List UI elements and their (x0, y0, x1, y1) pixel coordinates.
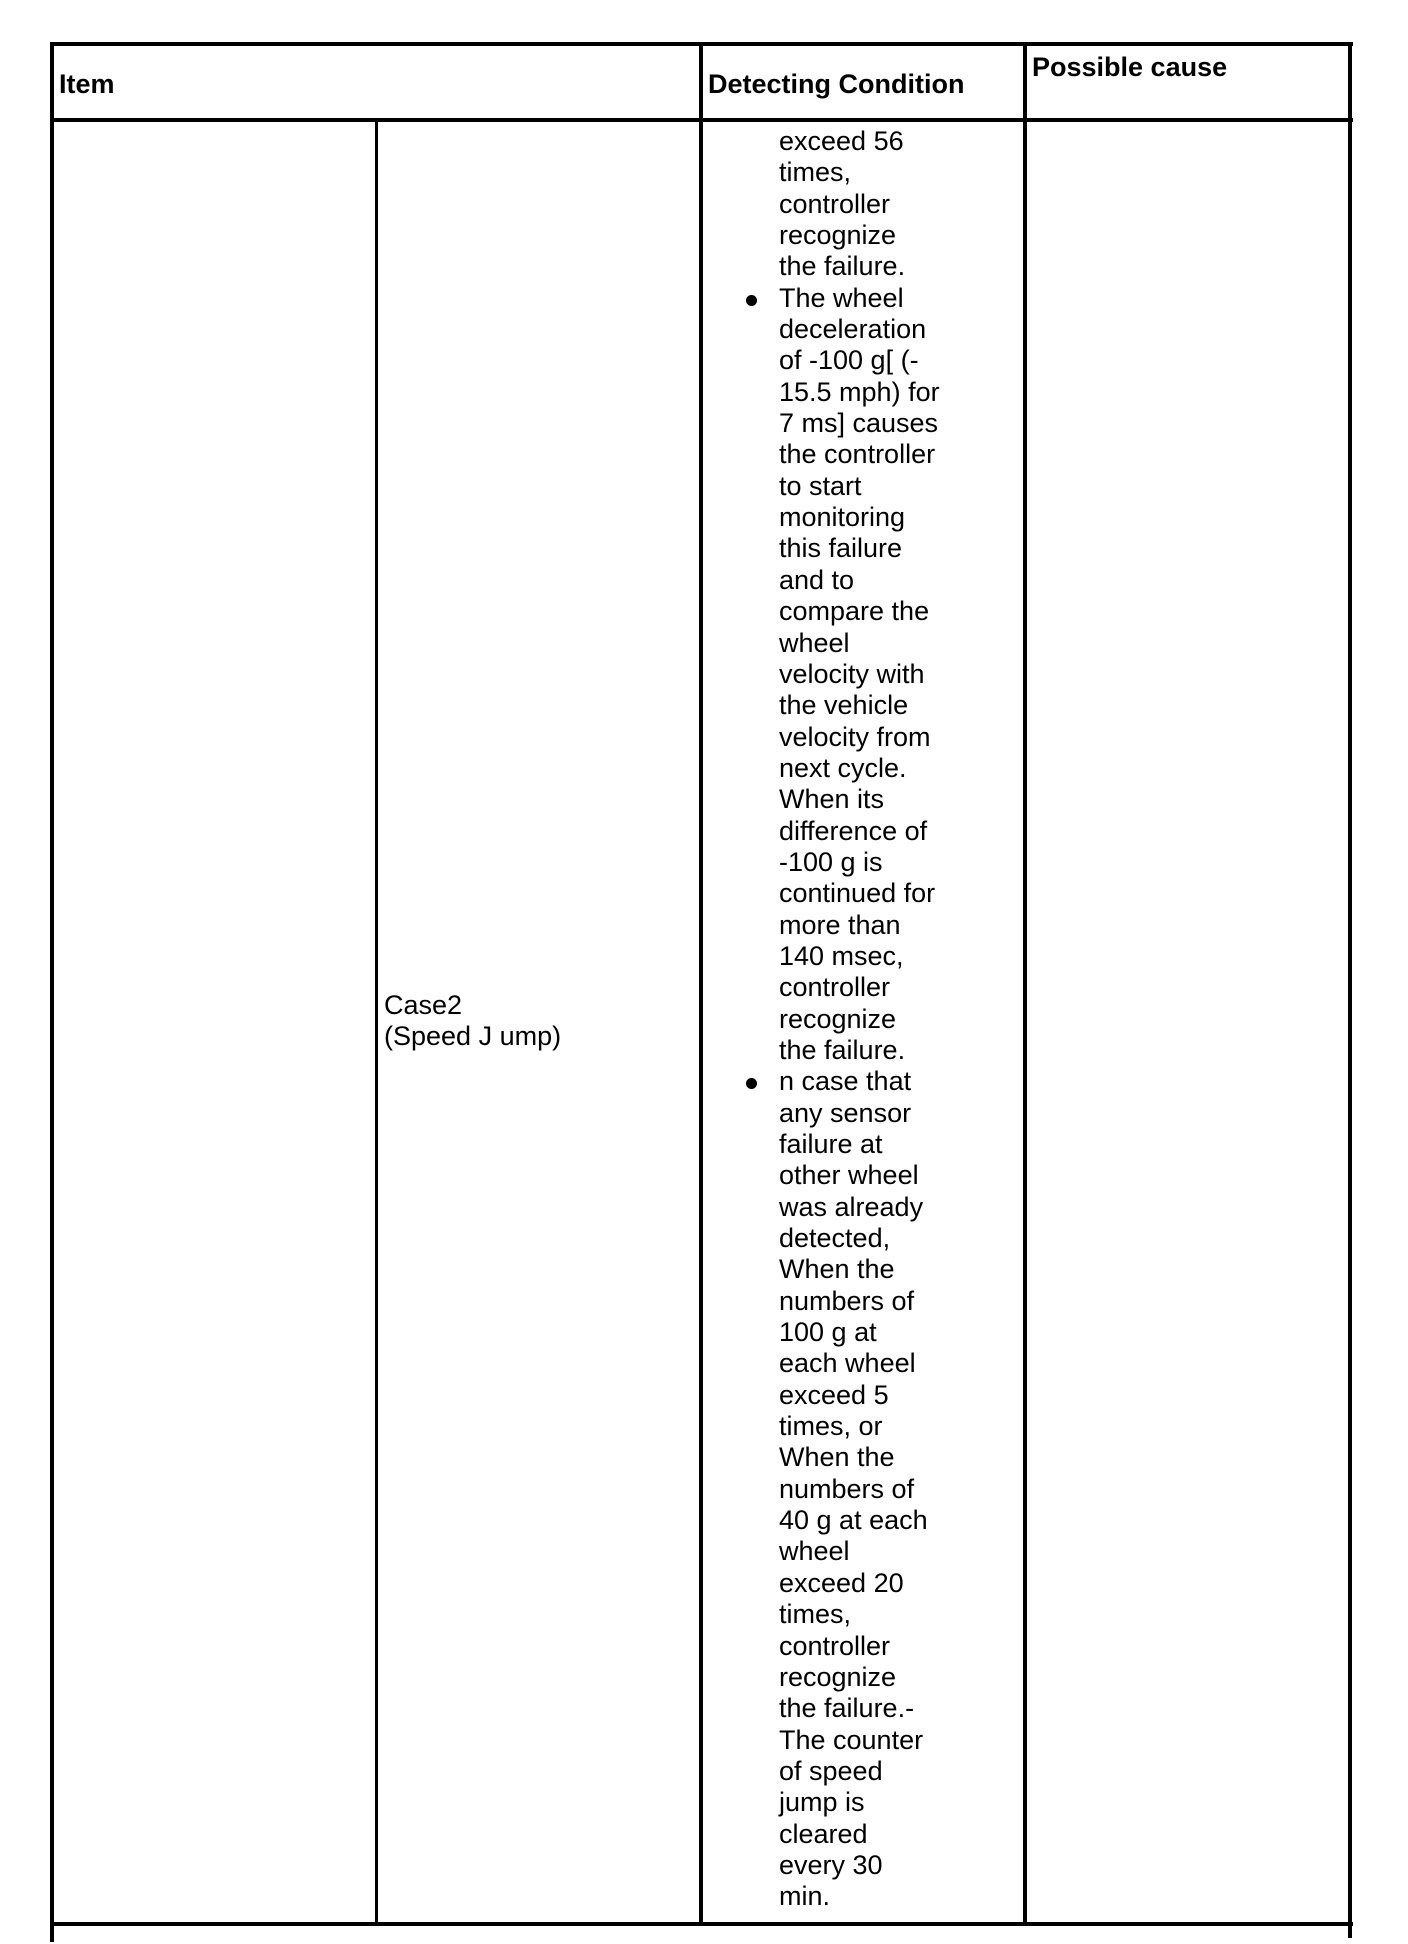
item-subcolumn-divider (375, 118, 378, 1926)
condition-line: velocity from (779, 721, 931, 752)
condition-line: recognize (779, 1661, 897, 1692)
condition-line: 15.5 mph) for (779, 376, 940, 407)
header-detecting-condition: Detecting Condition (708, 69, 965, 99)
condition-line: each wheel (779, 1348, 916, 1379)
item-detecting-divider (699, 42, 703, 1926)
header-possible-cause: Possible cause (1032, 52, 1228, 82)
condition-line: recognize (779, 1003, 897, 1034)
condition-line: this failure (779, 533, 903, 564)
condition-line: When its (779, 784, 885, 815)
item-sub-line: (Speed J ump) (384, 1021, 562, 1052)
condition-line: numbers of (779, 1285, 915, 1316)
condition-line: times, or (779, 1411, 883, 1442)
condition-line: times, (779, 1599, 852, 1630)
condition-line: cleared (779, 1818, 868, 1849)
detecting-condition-cell (779, 126, 940, 1913)
condition-line: the controller (779, 439, 936, 470)
condition-line: difference of (779, 815, 928, 846)
condition-line: When the (779, 1254, 895, 1285)
condition-line: controller (779, 188, 891, 219)
condition-line: 140 msec, (779, 940, 904, 971)
condition-line: jump is (779, 1787, 865, 1818)
condition-line: the failure.- (779, 1693, 915, 1724)
header-item: Item (59, 69, 115, 99)
condition-line: controller (779, 972, 891, 1003)
condition-line: was already (779, 1191, 924, 1222)
condition-line: wheel (779, 1536, 850, 1567)
condition-line: When the (779, 1442, 895, 1473)
bullet-icon (746, 295, 757, 306)
condition-line: any sensor (779, 1097, 912, 1128)
condition-line: times, (779, 157, 852, 188)
condition-line: min. (779, 1881, 831, 1912)
condition-line: to start (779, 470, 862, 501)
condition-line: exceed 56 (779, 126, 904, 156)
condition-line: deceleration (779, 314, 927, 345)
condition-line: n case that (779, 1066, 940, 1097)
condition-line: 100 g at (779, 1317, 877, 1348)
condition-line: 7 ms] causes (779, 408, 939, 439)
condition-line: other wheel (779, 1160, 919, 1191)
condition-line: monitoring (779, 502, 906, 533)
condition-line: the failure. (779, 1034, 906, 1065)
condition-line: The wheel (779, 283, 940, 314)
condition-line: -100 g is (779, 846, 883, 877)
condition-line: and to (779, 564, 855, 595)
condition-line: the failure. (779, 251, 906, 282)
detecting-cause-divider (1023, 42, 1027, 1926)
condition-line: The counter (779, 1724, 924, 1755)
condition-line: controller (779, 1630, 891, 1661)
condition-line: numbers of (779, 1473, 915, 1504)
condition-line: recognize (779, 220, 897, 251)
item-sub-cell (384, 990, 561, 1053)
table-left-border (50, 42, 54, 1942)
condition-line: wheel (779, 627, 850, 658)
condition-line: exceed 20 (779, 1567, 904, 1598)
condition-line: the vehicle (779, 690, 909, 721)
condition-line: of -100 g[ (- (779, 345, 919, 376)
condition-line: every 30 (779, 1849, 883, 1880)
condition-line: 40 g at each (779, 1505, 928, 1536)
condition-line: velocity with (779, 658, 925, 689)
bullet-icon (746, 1078, 757, 1089)
table-right-border (1348, 42, 1352, 1938)
condition-line: next cycle. (779, 752, 907, 783)
condition-line: exceed 5 (779, 1379, 889, 1410)
condition-line: continued for (779, 878, 936, 909)
condition-line: failure at (779, 1129, 883, 1159)
condition-line: compare the (779, 596, 930, 627)
item-sub-line: Case2 (384, 990, 463, 1020)
condition-line: more than (779, 909, 901, 940)
condition-line: of speed (779, 1755, 883, 1786)
condition-line: detected, (779, 1223, 891, 1254)
